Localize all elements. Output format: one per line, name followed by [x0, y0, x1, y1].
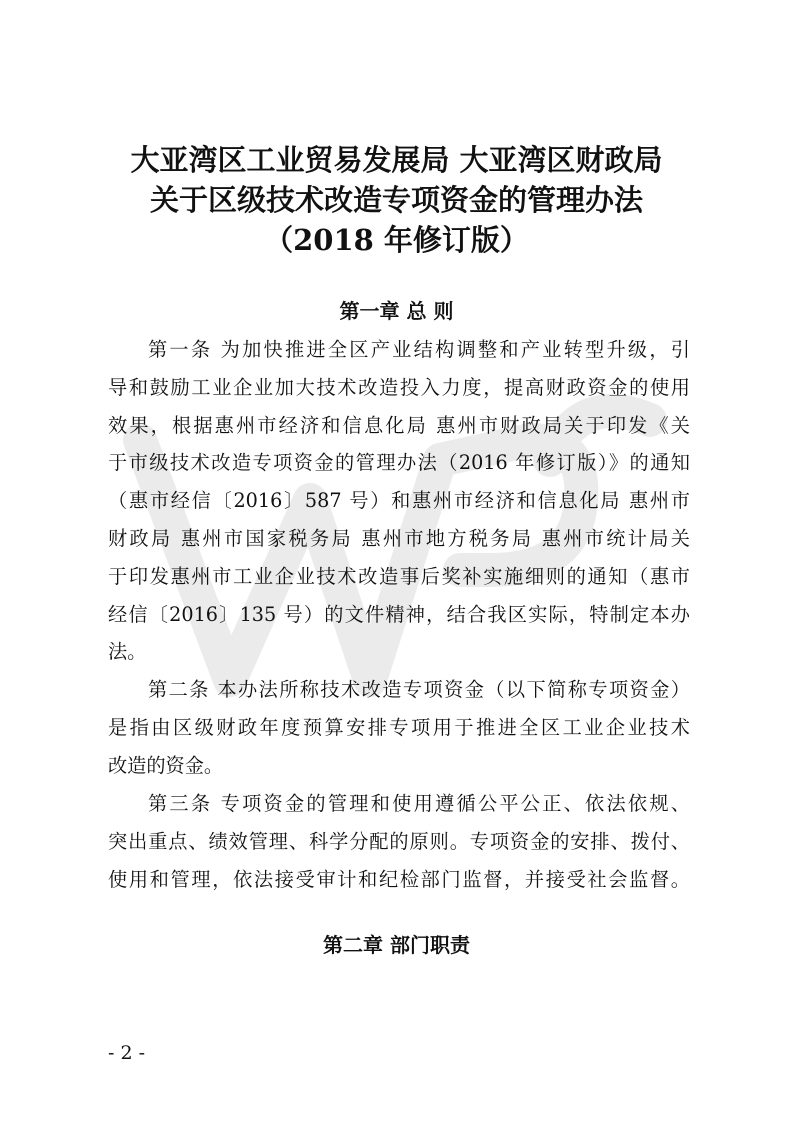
article-1: [108, 331, 690, 671]
document-title-line-1: 大亚湾区工业贸易发展局 大亚湾区财政局: [130, 143, 663, 177]
article-1-line: 效果，根据惠州市经济和信息化局 惠州市财政局关于印发《关: [108, 413, 690, 437]
article-1-line: 第一条 为加快推进全区产业结构调整和产业转型升级，引: [148, 338, 690, 361]
article-2-line: 第二条 本办法所称技术改造专项资金（以下简称专项资金）: [148, 678, 690, 701]
article-1-line: 经信〔2016〕135 号）的文件精神，结合我区实际，特制定本办: [108, 602, 690, 626]
article-1-line: 导和鼓励工业企业加大技术改造投入力度，提高财政资金的使用: [108, 375, 690, 399]
article-3-line: 第三条 专项资金的管理和使用遵循公平公正、依法依规、: [148, 792, 690, 815]
article-1-line: 于印发惠州市工业企业技术改造事后奖补实施细则的通知（惠市: [108, 564, 690, 588]
article-1-line: 法。: [108, 640, 147, 664]
article-2: [108, 671, 690, 784]
article-2-line: 改造的资金。: [108, 753, 224, 777]
chapter-2-heading: 第二章 部门职责: [323, 933, 470, 957]
document-title-line-2: 关于区级技术改造专项资金的管理办法: [149, 183, 643, 217]
article-1-line: 财政局 惠州市国家税务局 惠州市地方税务局 惠州市统计局关: [108, 526, 690, 550]
article-1-line: 于市级技术改造专项资金的管理办法（2016 年修订版）》的通知: [108, 451, 690, 475]
article-2-line: 是指由区级财政年度预算安排专项用于推进全区工业企业技术: [108, 715, 690, 739]
article-3: [108, 785, 690, 898]
page-number: - 2 -: [108, 1042, 146, 1064]
chapter-1-heading: 第一章 总 则: [339, 299, 454, 323]
document-title-line-3: （2018 年修订版）: [264, 223, 529, 257]
article-3-line: 使用和管理，依法接受审计和纪检部门监督，并接受社会监督。: [108, 867, 690, 891]
article-1-line: （惠市经信〔2016〕587 号）和惠州市经济和信息化局 惠州市: [108, 489, 690, 513]
article-3-line: 突出重点、绩效管理、科学分配的原则。专项资金的安排、拨付、: [108, 829, 690, 853]
